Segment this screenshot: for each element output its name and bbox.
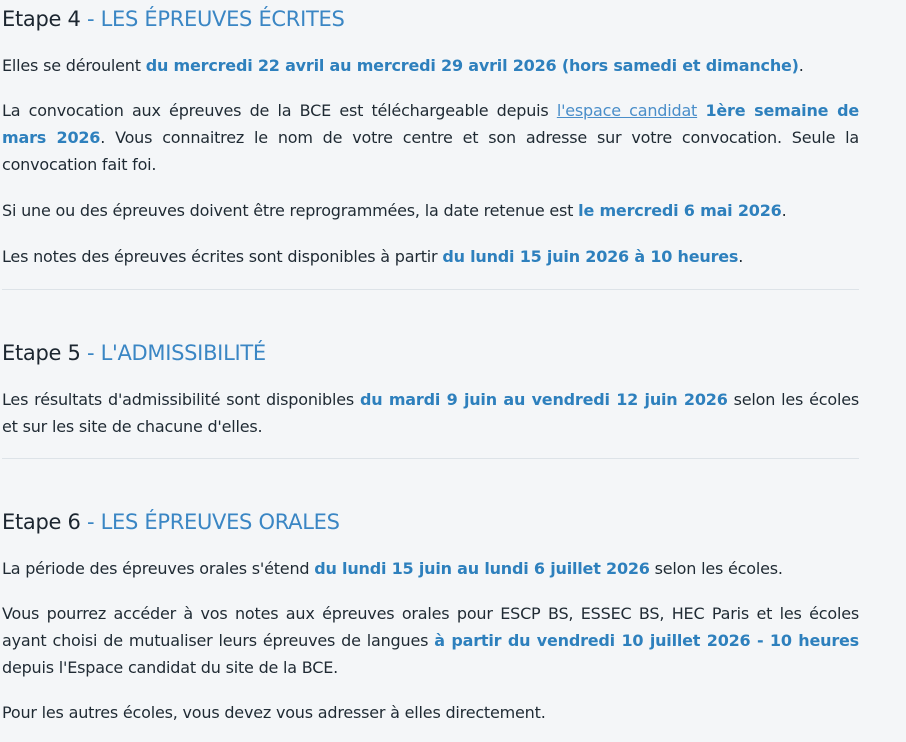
section-etape-5 xyxy=(2,338,859,440)
highlighted-date: à partir du vendredi 10 juillet 2026 - 10 heures xyxy=(434,631,859,650)
text: Les résultats d'admissibilité sont disponibles xyxy=(2,390,360,409)
text: Les notes des épreuves écrites sont disponibles à partir xyxy=(2,247,443,266)
section-etape-4 xyxy=(2,4,859,270)
highlighted-date: le mercredi 6 mai 2026 xyxy=(578,201,782,220)
section-heading xyxy=(2,338,859,368)
step-label: Etape 5 xyxy=(2,341,81,365)
paragraph xyxy=(2,52,859,79)
section-title: - LES ÉPREUVES ORALES xyxy=(80,510,340,534)
text: Vous pourrez accéder à vos notes aux épreuves orales pour ESCP BS, ESSEC BS, HEC Paris et les écoles ayant choisi de mutualiser leurs épreuves de langues xyxy=(2,604,859,650)
section-etape-6 xyxy=(2,507,859,726)
section-heading xyxy=(2,4,859,34)
espace-candidat-link[interactable]: l'espace candidat xyxy=(556,101,698,120)
highlighted-date: du lundi 15 juin au lundi 6 juillet 2026 xyxy=(314,559,650,578)
paragraph xyxy=(2,386,859,440)
section-divider xyxy=(2,458,859,459)
paragraph xyxy=(2,600,859,681)
section-divider xyxy=(2,289,859,290)
text: selon les écoles et sur les site de chacune d'elles. xyxy=(2,390,859,436)
text: . xyxy=(798,56,804,75)
paragraph xyxy=(2,699,859,726)
paragraph xyxy=(2,97,859,178)
text: . Vous connaitrez le nom de votre centre et son adresse sur votre convocation. Seule la convocation fait foi. xyxy=(2,128,860,174)
text: depuis l'Espace candidat du site de la BCE. xyxy=(2,658,339,677)
text: . xyxy=(781,201,787,220)
step-label: Etape 4 xyxy=(2,7,81,31)
section-title: - LES ÉPREUVES ÉCRITES xyxy=(80,7,345,31)
highlighted-date: du mardi 9 juin au vendredi 12 juin 2026 xyxy=(359,390,728,409)
text: La convocation aux épreuves de la BCE est téléchargeable depuis xyxy=(2,101,557,120)
text: selon les écoles. xyxy=(649,559,783,578)
step-label: Etape 6 xyxy=(2,510,81,534)
text: Elles se déroulent xyxy=(2,56,146,75)
text: La période des épreuves orales s'étend xyxy=(2,559,315,578)
text: . xyxy=(738,247,744,266)
highlighted-date: du mercredi 22 avril au mercredi 29 avril 2026 (hors samedi et dimanche) xyxy=(145,56,799,75)
text: Pour les autres écoles, vous devez vous adresser à elles directement. xyxy=(2,703,546,722)
paragraph xyxy=(2,555,859,582)
highlighted-date: du lundi 15 juin 2026 à 10 heures xyxy=(442,247,739,266)
text: Si une ou des épreuves doivent être reprogrammées, la date retenue est xyxy=(2,201,579,220)
paragraph xyxy=(2,197,859,224)
paragraph xyxy=(2,243,859,270)
highlighted-date: 1ère semaine de mars 2026 xyxy=(2,101,859,147)
section-heading xyxy=(2,507,859,537)
section-title: - L'ADMISSIBILITÉ xyxy=(80,341,266,365)
